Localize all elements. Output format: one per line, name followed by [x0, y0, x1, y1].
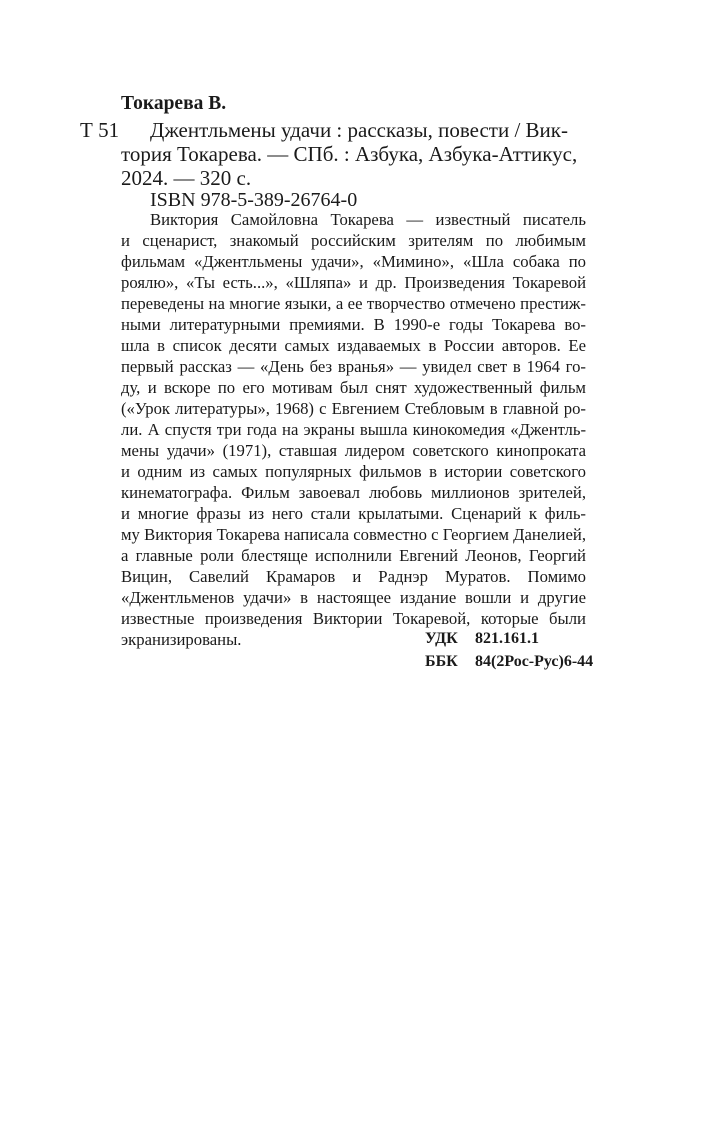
udk-value: 821.161.1 [475, 630, 539, 647]
annotation-line: и одним из самых популярных фильмов в истории советского [121, 462, 586, 481]
bbk-code [425, 651, 593, 673]
bbk-label: ББК [425, 653, 458, 670]
annotation-line: му Виктория Токарева написала совместно с Георгием Данелией, [121, 525, 586, 544]
annotation-line: Виктория Самойловна Токарева — известный писатель [150, 210, 586, 229]
annotation-line: ли. А спустя три года на экраны вышла кинокомедия «Джентль- [121, 420, 586, 439]
annotation-line: первый рассказ — «День без вранья» — увидел свет в 1964 го- [121, 357, 586, 376]
annotation-line: фильмам «Джентльмены удачи», «Мимино», «Шла собака по [121, 252, 586, 271]
annotation-line: роялю», «Ты есть...», «Шляпа» и др. Произведения Токаревой [121, 273, 586, 292]
annotation-line: ными литературными премиями. В 1990-е годы Токарева во- [121, 315, 586, 334]
annotation-line: кинематографа. Фильм завоевал любовь миллионов зрителей, [121, 483, 586, 502]
annotation-line: экранизированы. [121, 630, 242, 649]
author-name: Токарева В. [121, 93, 227, 114]
title-line-2: тория Токарева. — СПб. : Азбука, Азбука-Аттикус, [121, 142, 578, 166]
annotation-line: «Джентльменов удачи» в настоящее издание вошли и другие [121, 588, 586, 607]
annotation-line: и многие фразы из него стали крылатыми. Сценарий к филь- [121, 504, 586, 523]
annotation-line: а главные роли блестяще исполнили Евгений Леонов, Георгий [121, 546, 586, 565]
annotation-line: и сценарист, знакомый российским зрителям по любимым [121, 231, 586, 250]
annotation-line: ду, и вскоре по его мотивам был снят художественный фильм [121, 378, 586, 397]
annotation-line: («Урок литературы», 1968) с Евгением Стебловым в главной ро- [121, 399, 586, 418]
author-mark: Т 51 [80, 118, 120, 142]
isbn: ISBN 978-5-389-26764-0 [150, 189, 358, 211]
title-line-1: Джентльмены удачи : рассказы, повести / Вик- [150, 118, 568, 142]
bbk-value: 84(2Рос-Рус)6-44 [475, 653, 594, 670]
annotation-line: известные произведения Виктории Токаревой, которые были [121, 609, 586, 628]
annotation-line: шла в список десяти самых издаваемых в России авторов. Ее [121, 336, 586, 355]
udk-code [425, 628, 539, 650]
title-line-3: 2024. — 320 с. [121, 166, 252, 190]
annotation-line: мены удачи» (1971), ставшая лидером советского кинопроката [121, 441, 586, 460]
annotation-line: Вицин, Савелий Крамаров и Раднэр Муратов. Помимо [121, 567, 586, 586]
udk-label: УДК [425, 630, 458, 647]
annotation-line: переведены на многие языки, а ее творчество отмечено престиж- [121, 294, 586, 313]
